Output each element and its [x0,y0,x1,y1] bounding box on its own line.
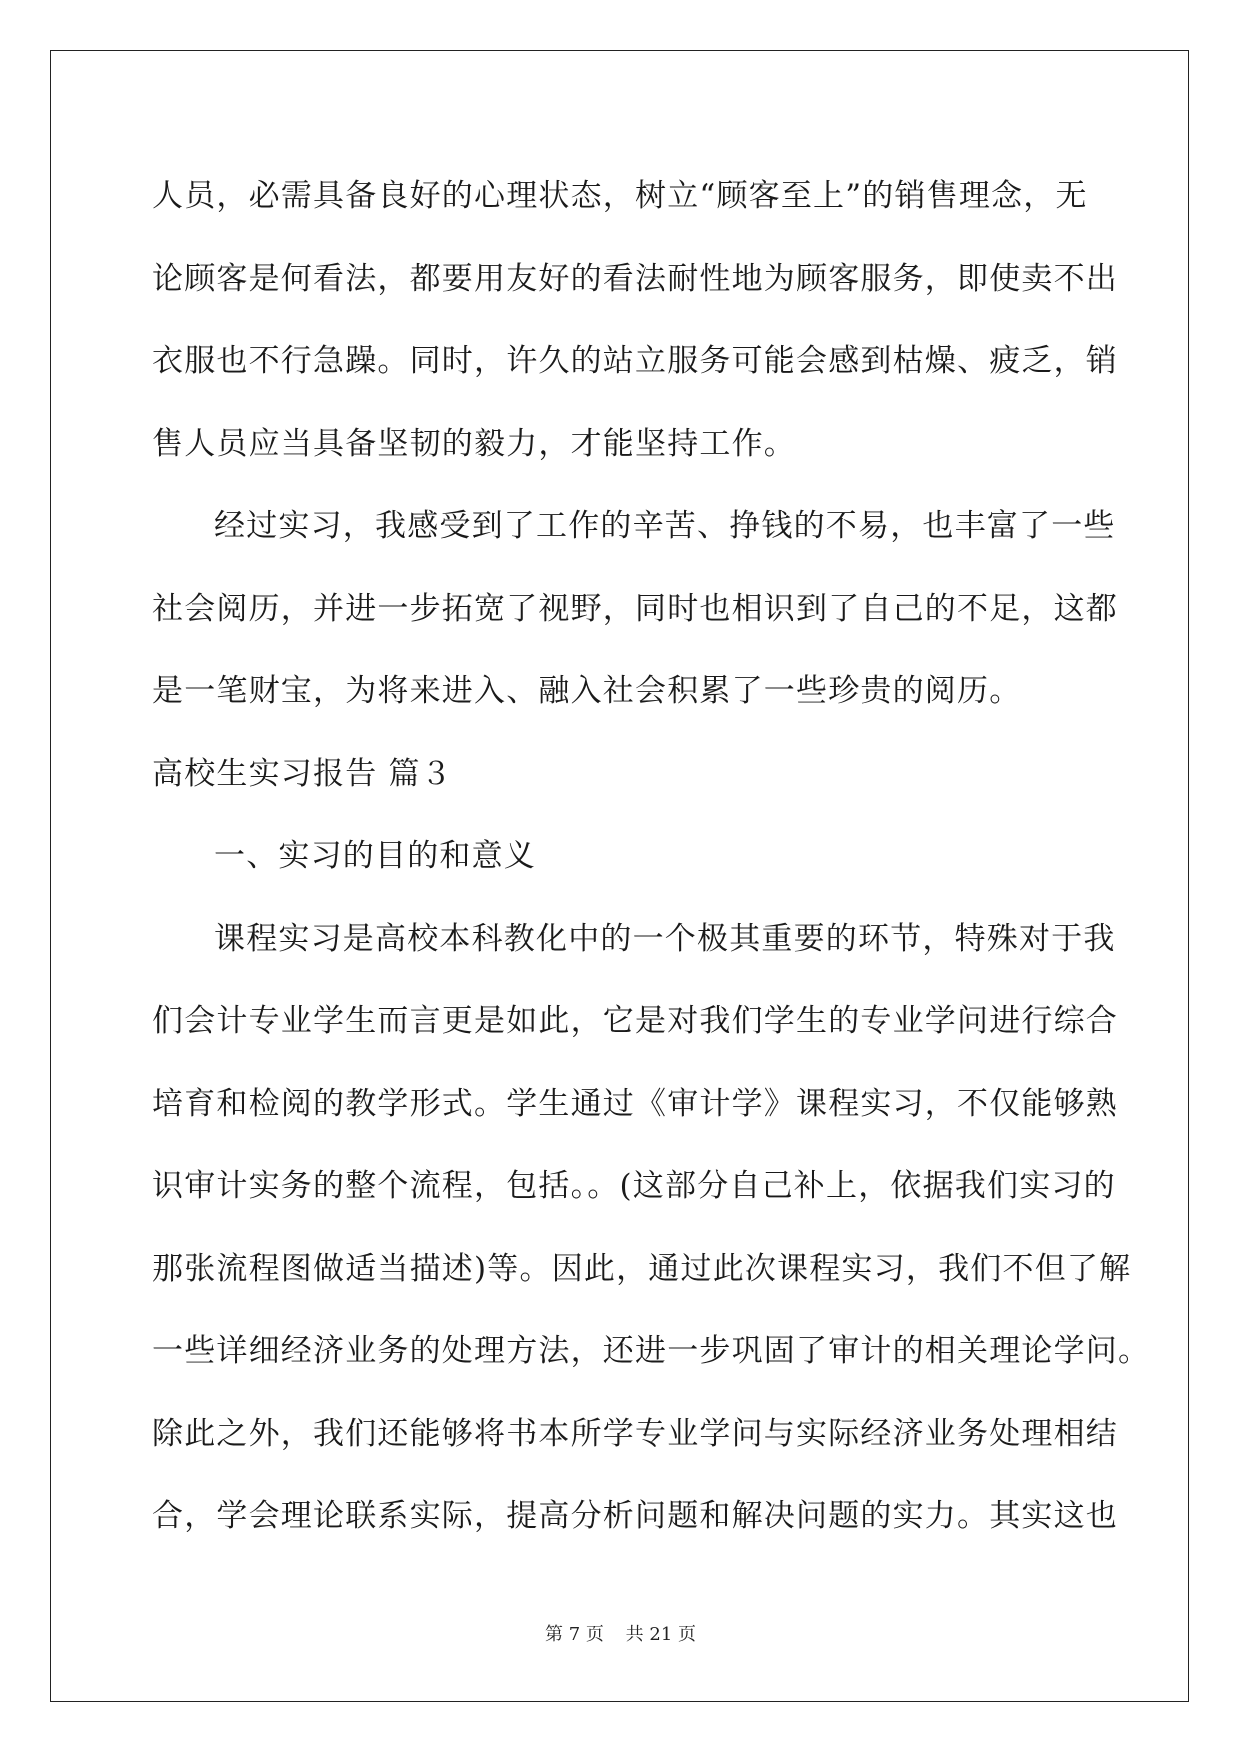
text-line: 合，学会理论联系实际，提高分析问题和解决问题的实力。其实这也 [152,1498,1118,1534]
paragraph-start: 经过实习，我感受到了工作的辛苦、挣钱的不易，也丰富了一些 [214,508,1116,544]
text-line: 培育和检阅的教学形式。学生通过《审计学》课程实习，不仅能够熟 [152,1085,1118,1122]
document-body [152,155,1151,1558]
page-footer [0,1620,1241,1646]
text-line: 社会阅历，并进一步拓宽了视野，同时也相识到了自己的不足，这都 [152,590,1118,627]
paragraph-start: 课程实习是高校本科教化中的一个极其重要的环节，特殊对于我 [214,920,1116,957]
current-page-number: 第 7 页 [545,1624,604,1645]
text-line: 一些详细经济业务的处理方法，还进一步巩固了审计的相关理论学问。 [152,1333,1151,1369]
text-line: 论顾客是何看法，都要用友好的看法耐性地为顾客服务，即使卖不出 [152,260,1118,297]
total-pages: 共 21 页 [625,1624,696,1645]
text-line: 那张流程图做适当描述)等。因此，通过此次课程实习，我们不但了解 [152,1250,1132,1287]
text-line: 们会计专业学生而言更是如此，它是对我们学生的专业学问进行综合 [152,1003,1118,1039]
text-line: 售人员应当具备坚韧的毅力，才能坚持工作。 [152,425,796,462]
text-line: 除此之外，我们还能够将书本所学专业学问与实际经济业务处理相结 [152,1415,1118,1452]
text-line: 人员，必需具备良好的心理状态，树立“顾客至上”的销售理念，无 [152,178,1088,214]
subsection-heading: 一、实习的目的和意义 [214,838,536,874]
text-line: 识审计实务的整个流程，包括。。(这部分自己补上，依据我们实习的 [152,1168,1116,1204]
section-heading: 高校生实习报告 篇３ [152,755,453,792]
text-line: 衣服也不行急躁。同时，许久的站立服务可能会感到枯燥、疲乏，销 [152,343,1118,379]
text-line: 是一笔财宝，为将来进入、融入社会积累了一些珍贵的阅历。 [152,673,1022,709]
